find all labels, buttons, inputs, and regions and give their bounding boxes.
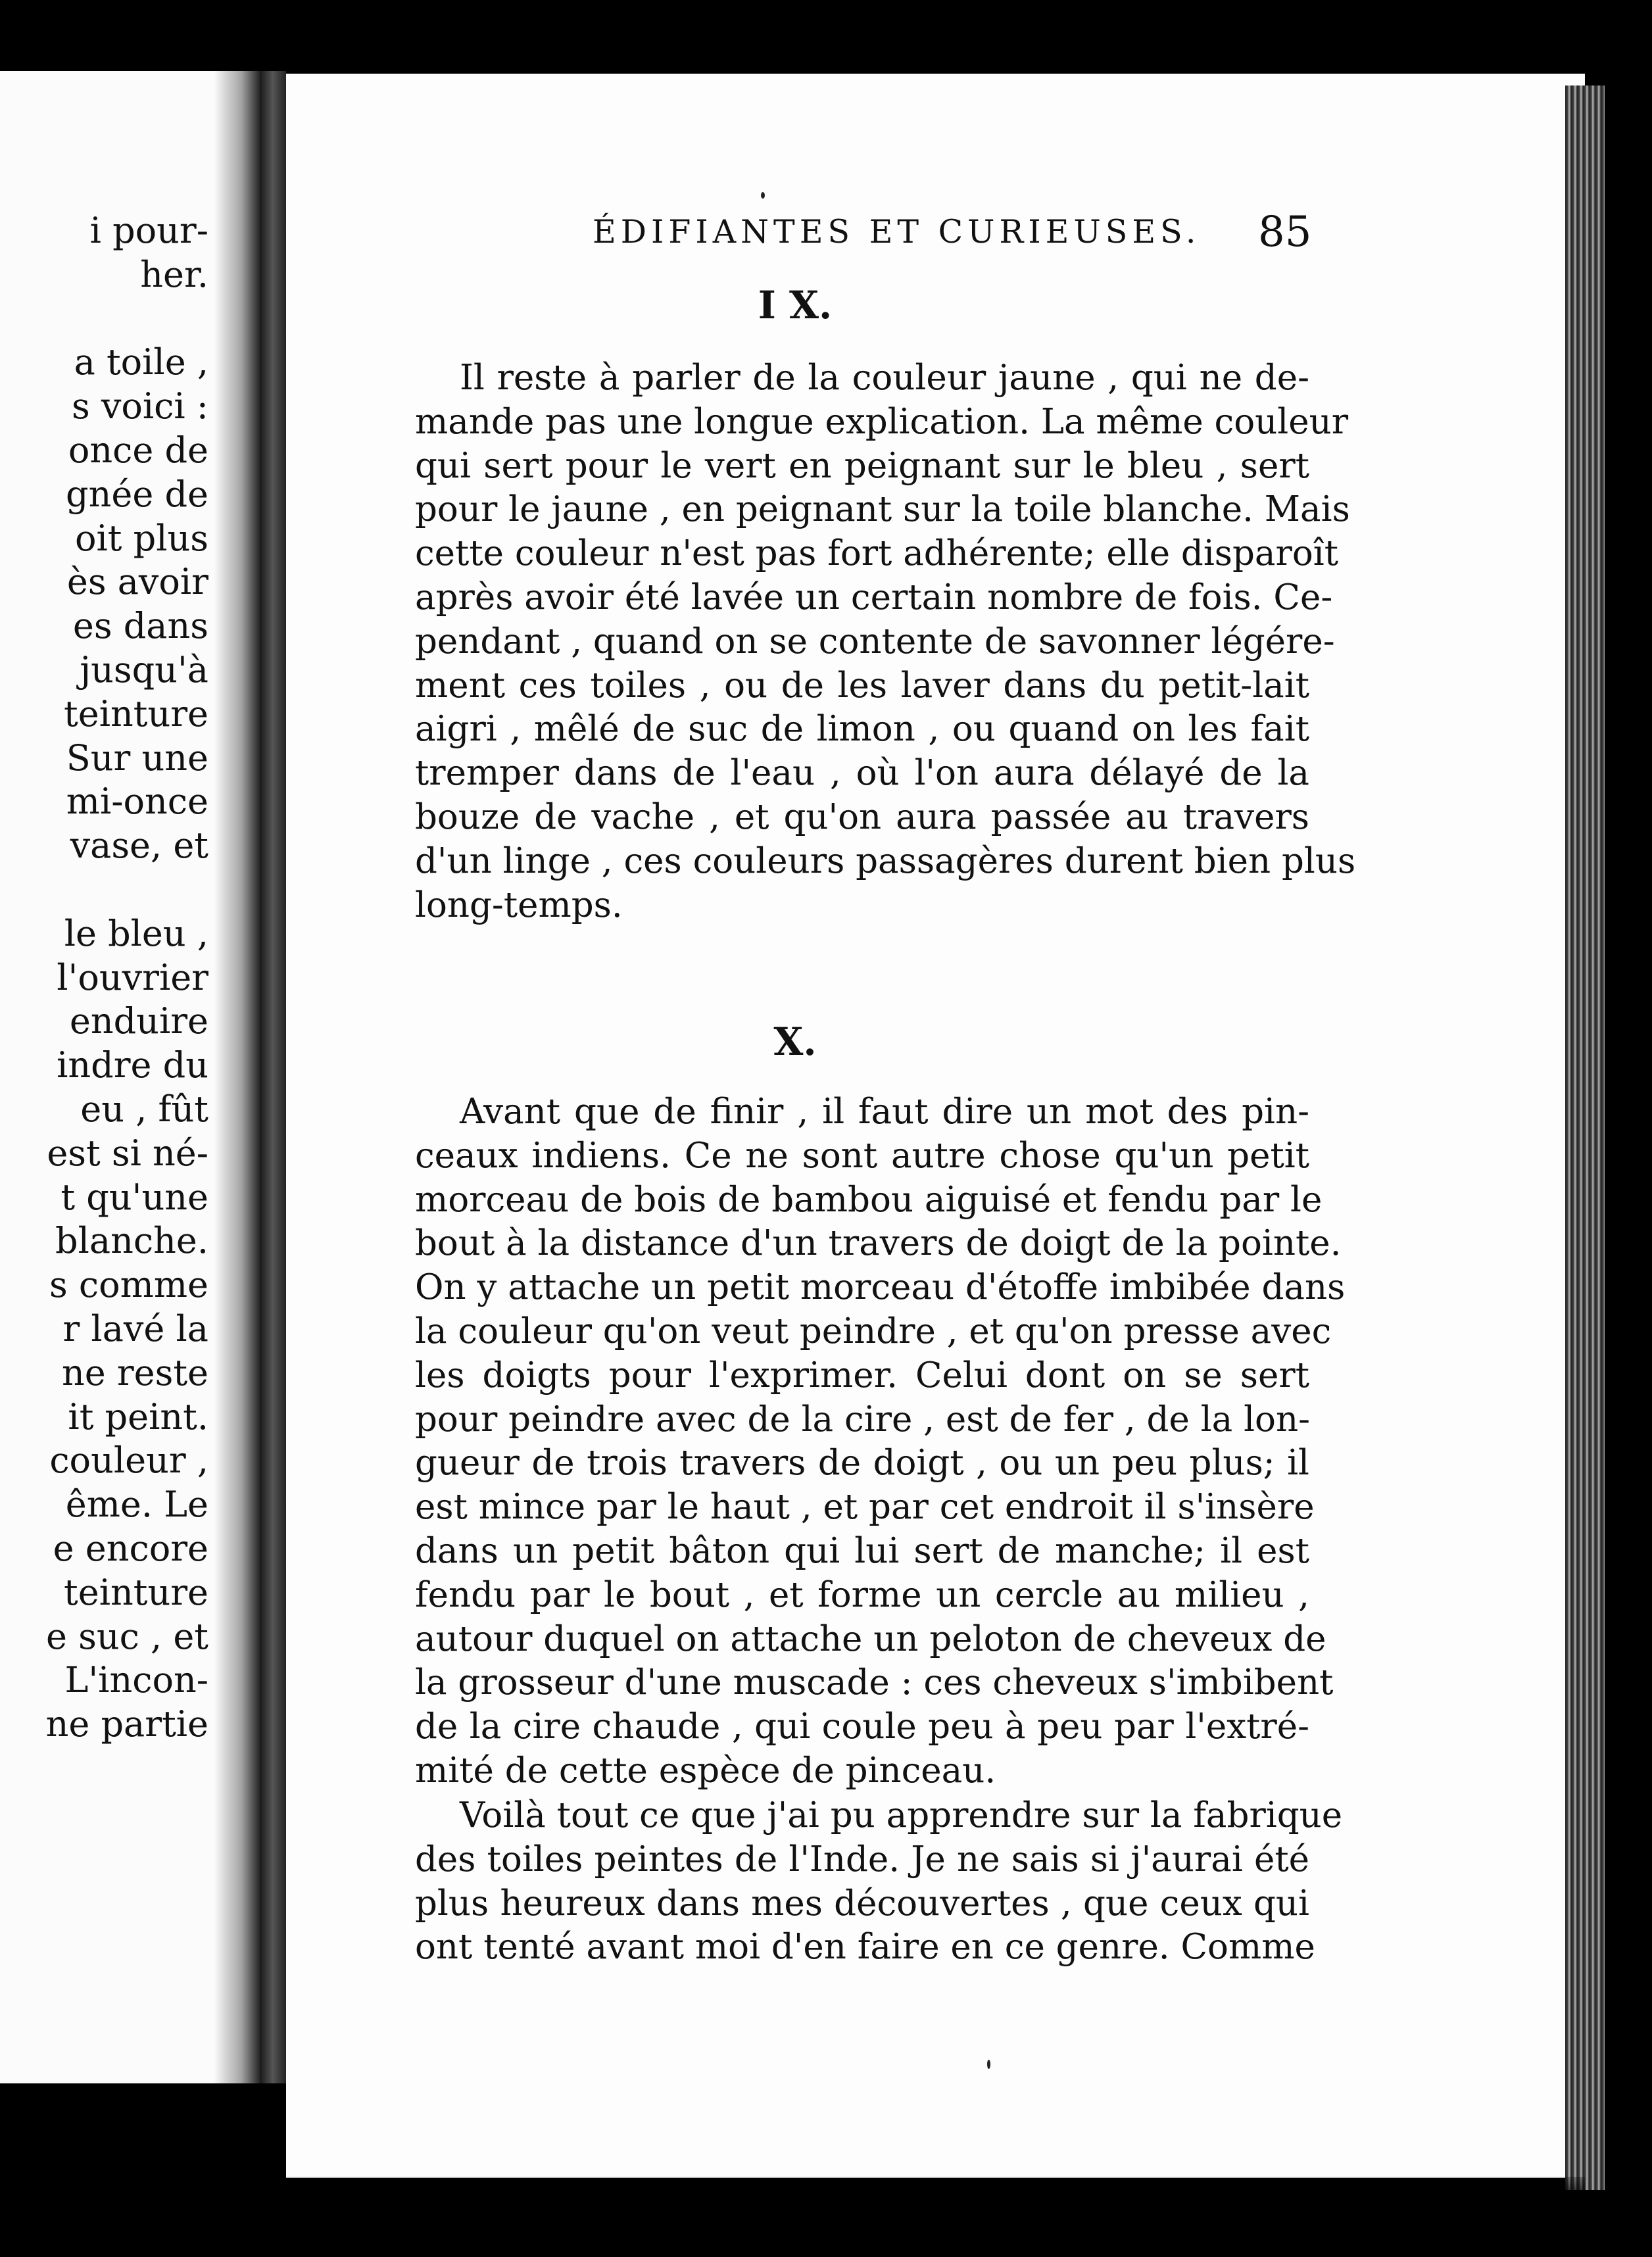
text-line: tremper dans de l'eau , où l'on aura délayé de la: [415, 753, 1309, 794]
left-page-line: mi-once: [66, 781, 208, 823]
paragraph-section-ix: [415, 356, 1356, 927]
left-page-line: es dans: [72, 605, 208, 647]
left-page-line: s comme: [49, 1264, 208, 1306]
left-page-line: oit plus: [75, 517, 208, 559]
text-line: la grosseur d'une muscade : ces cheveux s'imbibent: [415, 1662, 1334, 1703]
left-page-line: r lavé la: [62, 1308, 208, 1349]
text-line: gueur de trois travers de doigt , ou un peu plus; il: [415, 1443, 1309, 1484]
left-page-line: couleur ,: [49, 1440, 208, 1482]
left-page-line: teinture: [64, 692, 208, 735]
left-page-gutter-shadow: [214, 71, 260, 2083]
left-page-line: vase, et: [70, 825, 208, 867]
left-page-line: le bleu ,: [64, 912, 208, 954]
left-page-line: ès avoir: [66, 561, 208, 603]
section-heading-x: X.: [773, 1019, 817, 1064]
text-line: cette couleur n'est pas fort adhérente; elle disparoît: [415, 533, 1339, 574]
text-line: ceaux indiens. Ce ne sont autre chose qu'un petit: [415, 1135, 1309, 1176]
paragraph-section-x-1: [415, 1090, 1346, 1793]
section-heading-ix: I X.: [758, 283, 833, 328]
running-head: [286, 208, 1585, 266]
text-line: est mince par le haut , et par cet endroit il s'insère: [415, 1487, 1315, 1528]
text-line: dans un petit bâton qui lui sert de manche; il est: [415, 1530, 1309, 1571]
print-speck: [987, 2060, 990, 2069]
left-page-line: once de: [68, 429, 208, 471]
text-line: aigri , mêlé de suc de limon , ou quand on les fait: [415, 709, 1309, 750]
text-line: Il reste à parler de la couleur jaune , qui ne de-: [460, 358, 1309, 398]
text-line: la couleur qu'on veut peindre , et qu'on presse avec: [415, 1311, 1332, 1351]
text-line: ment ces toiles , ou de les laver dans du petit-lait: [415, 665, 1309, 706]
left-page-line: enduire: [69, 1000, 208, 1042]
left-page-line: a toile ,: [74, 341, 208, 383]
left-page-line: Sur une: [66, 737, 208, 779]
text-line: mande pas une longue explication. La même couleur: [415, 401, 1349, 442]
running-title: ÉDIFIANTES ET CURIEUSES.: [593, 213, 1201, 251]
text-line: de la cire chaude , qui coule peu à peu par l'extré-: [415, 1707, 1309, 1747]
left-page-line: ne reste: [61, 1351, 208, 1394]
text-line: bout à la distance d'un travers de doigt de la pointe.: [415, 1223, 1342, 1264]
left-page-line: it peint.: [68, 1395, 208, 1438]
left-page-line: l'ouvrier: [57, 956, 208, 998]
text-line: des toiles peintes de l'Inde. Je ne sais si j'aurai été: [415, 1839, 1309, 1880]
left-page-line: t qu'une: [61, 1176, 208, 1218]
left-page-line: ême. Le: [65, 1484, 208, 1526]
right-page: [286, 74, 1585, 2178]
bottom-edge-shadow: [286, 2177, 1585, 2203]
left-page-line: teinture: [64, 1571, 208, 1613]
page-stack-edge: [1565, 85, 1605, 2190]
text-line: d'un linge , ces couleurs passagères durent bien plus: [415, 840, 1356, 881]
text-line: mité de cette espèce de pinceau.: [415, 1750, 996, 1791]
text-line: morceau de bois de bambou aiguisé et fendu par le: [415, 1179, 1323, 1220]
left-page-line: e suc , et: [45, 1615, 208, 1657]
left-page-line: ne partie: [45, 1703, 208, 1745]
text-line: pour peindre avec de la cire , est de fer , de la lon-: [415, 1399, 1310, 1440]
text-line: long-temps.: [415, 885, 623, 925]
text-line: fendu par le bout , et forme un cercle au milieu ,: [415, 1574, 1309, 1615]
page-number: 85: [1258, 208, 1312, 256]
left-page-fragment: [0, 71, 260, 2083]
text-line: plus heureux dans mes découvertes , que ceux qui: [415, 1883, 1309, 1924]
left-page-line: gnée de: [66, 473, 208, 515]
text-line: les doigts pour l'exprimer. Celui dont on se sert: [415, 1355, 1309, 1395]
left-page-line: est si né-: [47, 1132, 208, 1174]
text-line: autour duquel on attache un peloton de cheveux de: [415, 1618, 1326, 1659]
text-line: pour le jaune , en peignant sur la toile blanche. Mais: [415, 489, 1350, 530]
text-line: pendant , quand on se contente de savonner légére-: [415, 621, 1335, 662]
left-page-line: indre du: [57, 1044, 208, 1086]
text-line: On y attache un petit morceau d'étoffe imbibée dans: [415, 1267, 1346, 1308]
left-page-line: e encore: [53, 1528, 208, 1569]
left-page-line: eu , fût: [80, 1088, 208, 1130]
book-gutter: [260, 71, 286, 2083]
text-line: ont tenté avant moi d'en faire en ce genre. Comme: [415, 1927, 1315, 1968]
paragraph-section-x-2: [415, 1794, 1343, 1970]
text-line: Voilà tout ce que j'ai pu apprendre sur la fabrique: [460, 1795, 1343, 1835]
text-line: bouze de vache , et qu'on aura passée au travers: [415, 796, 1309, 837]
text-line: Avant que de finir , il faut dire un mot des pin-: [460, 1092, 1309, 1132]
left-page-line: her.: [140, 253, 208, 295]
left-page-line: L'incon-: [64, 1659, 208, 1701]
left-page-line: i pour-: [89, 210, 208, 251]
text-line: après avoir été lavée un certain nombre de fois. Ce-: [415, 577, 1333, 618]
text-line: qui sert pour le vert en peignant sur le bleu , sert: [415, 445, 1309, 486]
left-page-line: blanche.: [55, 1220, 208, 1262]
left-page-line: s voici :: [71, 385, 208, 427]
left-page-line: jusqu'à: [80, 649, 208, 691]
print-speck: [761, 192, 765, 199]
